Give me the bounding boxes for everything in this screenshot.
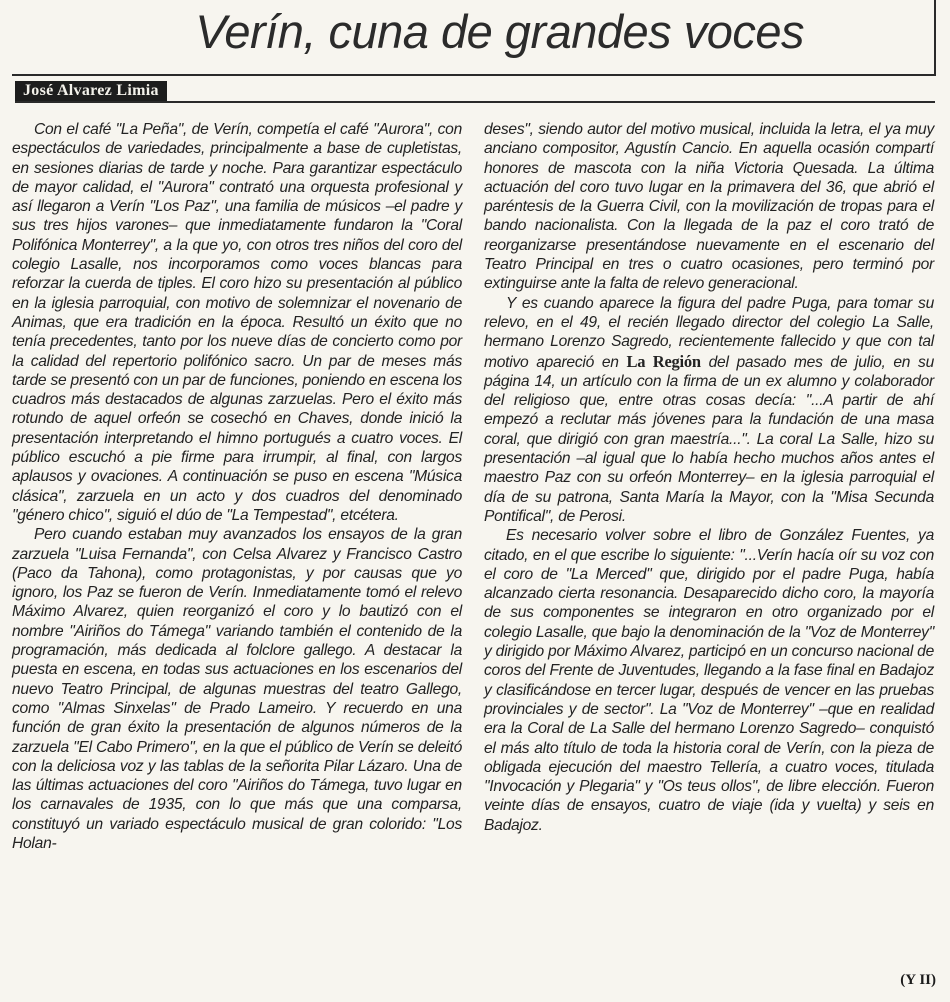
installment-mark: (Y II) [900,972,936,988]
byline-divider [15,101,935,103]
column-left [12,120,462,990]
paragraph-text: Y es cuando aparece la figura del padre Puga, para tomar su relevo, en el 49, el recién llegado director del colegio La Salle, hermano Lorenzo Sagredo, recientemente fallecido y que con tal motivo apareció en [484,294,934,371]
paragraph: Con el café "La Peña", de Verín, competía el café "Aurora", con espectáculos de variedades, principalmente a base de cupletistas, en sesiones diarias de tarde y noche. Para garantizar espectáculo de mayor calidad, el "Aurora" contrató una orquesta profesional y así llegaron a Verín "Los Paz", una familia de músicos –el padre y sus tres hijos varones– que inmediatamente fundaron la "Coral Polifónica Monterrey", a la que yo, con otros tres niños del coro del colegio Lasalle, nos incorporamos como voces blancas para reforzar la cuerda de tiples. El coro hizo su presentación al público en la iglesia parroquial, con motivo de solemnizar el novenario de Animas, que era tradición en la época. Resultó un éxito que no tenía precedentes, tanto por los nueve días de concierto como por la calidad del repertorio polifónico sacro. Un par de meses más tarde se presentó con un par de funciones, poniendo en escena los cuadros más destacados de algunas zarzuelas. Pero el éxito más rotundo de aquel orfeón se cosechó en Chaves, donde inició la presentación interpretando el himno portugués a cuatro voces. El público escuchó a pie firme para irrumpir, al final, con largos aplausos y ovaciones. A continuación se puso en escena "Música clásica", zarzuela en un acto y dos cuadros del denominado "género chico", siguió el dúo de "La Tempestad", etcétera. [12,121,462,524]
paragraph: deses", siendo autor del motivo musical, incluida la letra, el ya muy anciano compositor, Agustín Cancio. En aquella ocasión compartí honores de mascota con la niña Victoria Quesada. La última actuación del coro tuvo lugar en la primavera del 36, que abrió el paréntesis de la Guerra Civil, con la movilización de tropas para el bando nacionalista. Con la llegada de la paz el coro trató de reorganizarse presentándose nuevamente en el escenario del Teatro Principal en tres o cuatro ocasiones, pero terminó por extinguirse ante la falta de relevo generacional. [484,121,934,293]
article-title: Verín, cuna de grandes voces [195,5,804,58]
paragraph-text: del pasado mes de julio, en su página 14, un artículo con la firma de un ex alumno y colaborador del religioso que, entre otras cosas decía: "...A partir de ahí empezó a reclutar más jóvenes para la fundación de una masa coral, que dirigió con gran maestría...". La coral La Salle, hizo su presentación –al igual que lo había hecho muchos años antes el maestro Paz con su orfeón Monterrey– en la iglesia parroquial el día de su patrona, Santa María la Mayor, con la "Misa Secunda Pontifical", de Perosi. [484,353,934,525]
paragraph [484,294,934,527]
paragraph: Pero cuando estaban muy avanzados los ensayos de la gran zarzuela "Luisa Fernanda", con Celsa Alvarez y Francisco Castro (Paco da Tahona), como protagonistas, y por causas que yo ignoro, los Paz se fueron de Verín. Inmediatamente tomó el relevo Máximo Alvarez, quien reorganizó el coro y lo bautizó con el nombre "Airiños do Támega" variando también el contenido de la programación, más dedicada al folclore gallego. A destacar la puesta en escena, en todas sus actuaciones en los escenarios del nuevo Teatro Principal, de algunas muestras del teatro Gallego, como "Almas Sinxelas" de Prado Lameiro. Y recuerdo en una función de gran éxito la presentación de algunos números de la zarzuela "El Cabo Primero", en la que el público de Verín se deleitó con la deliciosa voz y las tablas de la señorita Pilar Lázaro. Una de las últimas actuaciones del coro "Airiños do Támega, tuvo lugar en los carnavales de 1935, con lo que más que una comparsa, constituyó un variado espectáculo musical de gran colorido: "Los Holan- [12,526,462,852]
author-byline: José Alvarez Limia [15,81,167,101]
paragraph: Es necesario volver sobre el libro de González Fuentes, ya citado, en el que escribe lo siguiente: "...Verín hacía oír su voz con el coro de "La Merced" que, dirigido por el padre Puga, había alcanzado cierta resonancia. Desaparecido dicho coro, la mayoría de sus componentes se integraron en otro organizado por el colegio Lasalle, que bajo la denominación de la "Voz de Monterrey" y dirigido por Máximo Alvarez, participó en un concurso nacional de coros del Frente de Juventudes, llegando a la fase final en Badajoz y clasificándose en tercer lugar, después de vencer en las pruebas provinciales y de sector". La "Voz de Monterrey" –que en realidad era la Coral de La Salle del hermano Lorenzo Sagredo– conquistó el más alto título de toda la historia coral de Verín, con la pieza de obligada ejecución del maestro Tellería, a cuatro voces, titulada "Invocación y Plegaria" y "Os teus ollos", de libre elección. Fueron veinte días de ensayos, cuatro de viaje (ida y vuelta) y seis en Badajoz. [484,527,934,834]
column-right [484,120,934,990]
title-box [12,0,936,76]
newspaper-name: La Región [626,351,701,371]
article-body [12,120,938,990]
